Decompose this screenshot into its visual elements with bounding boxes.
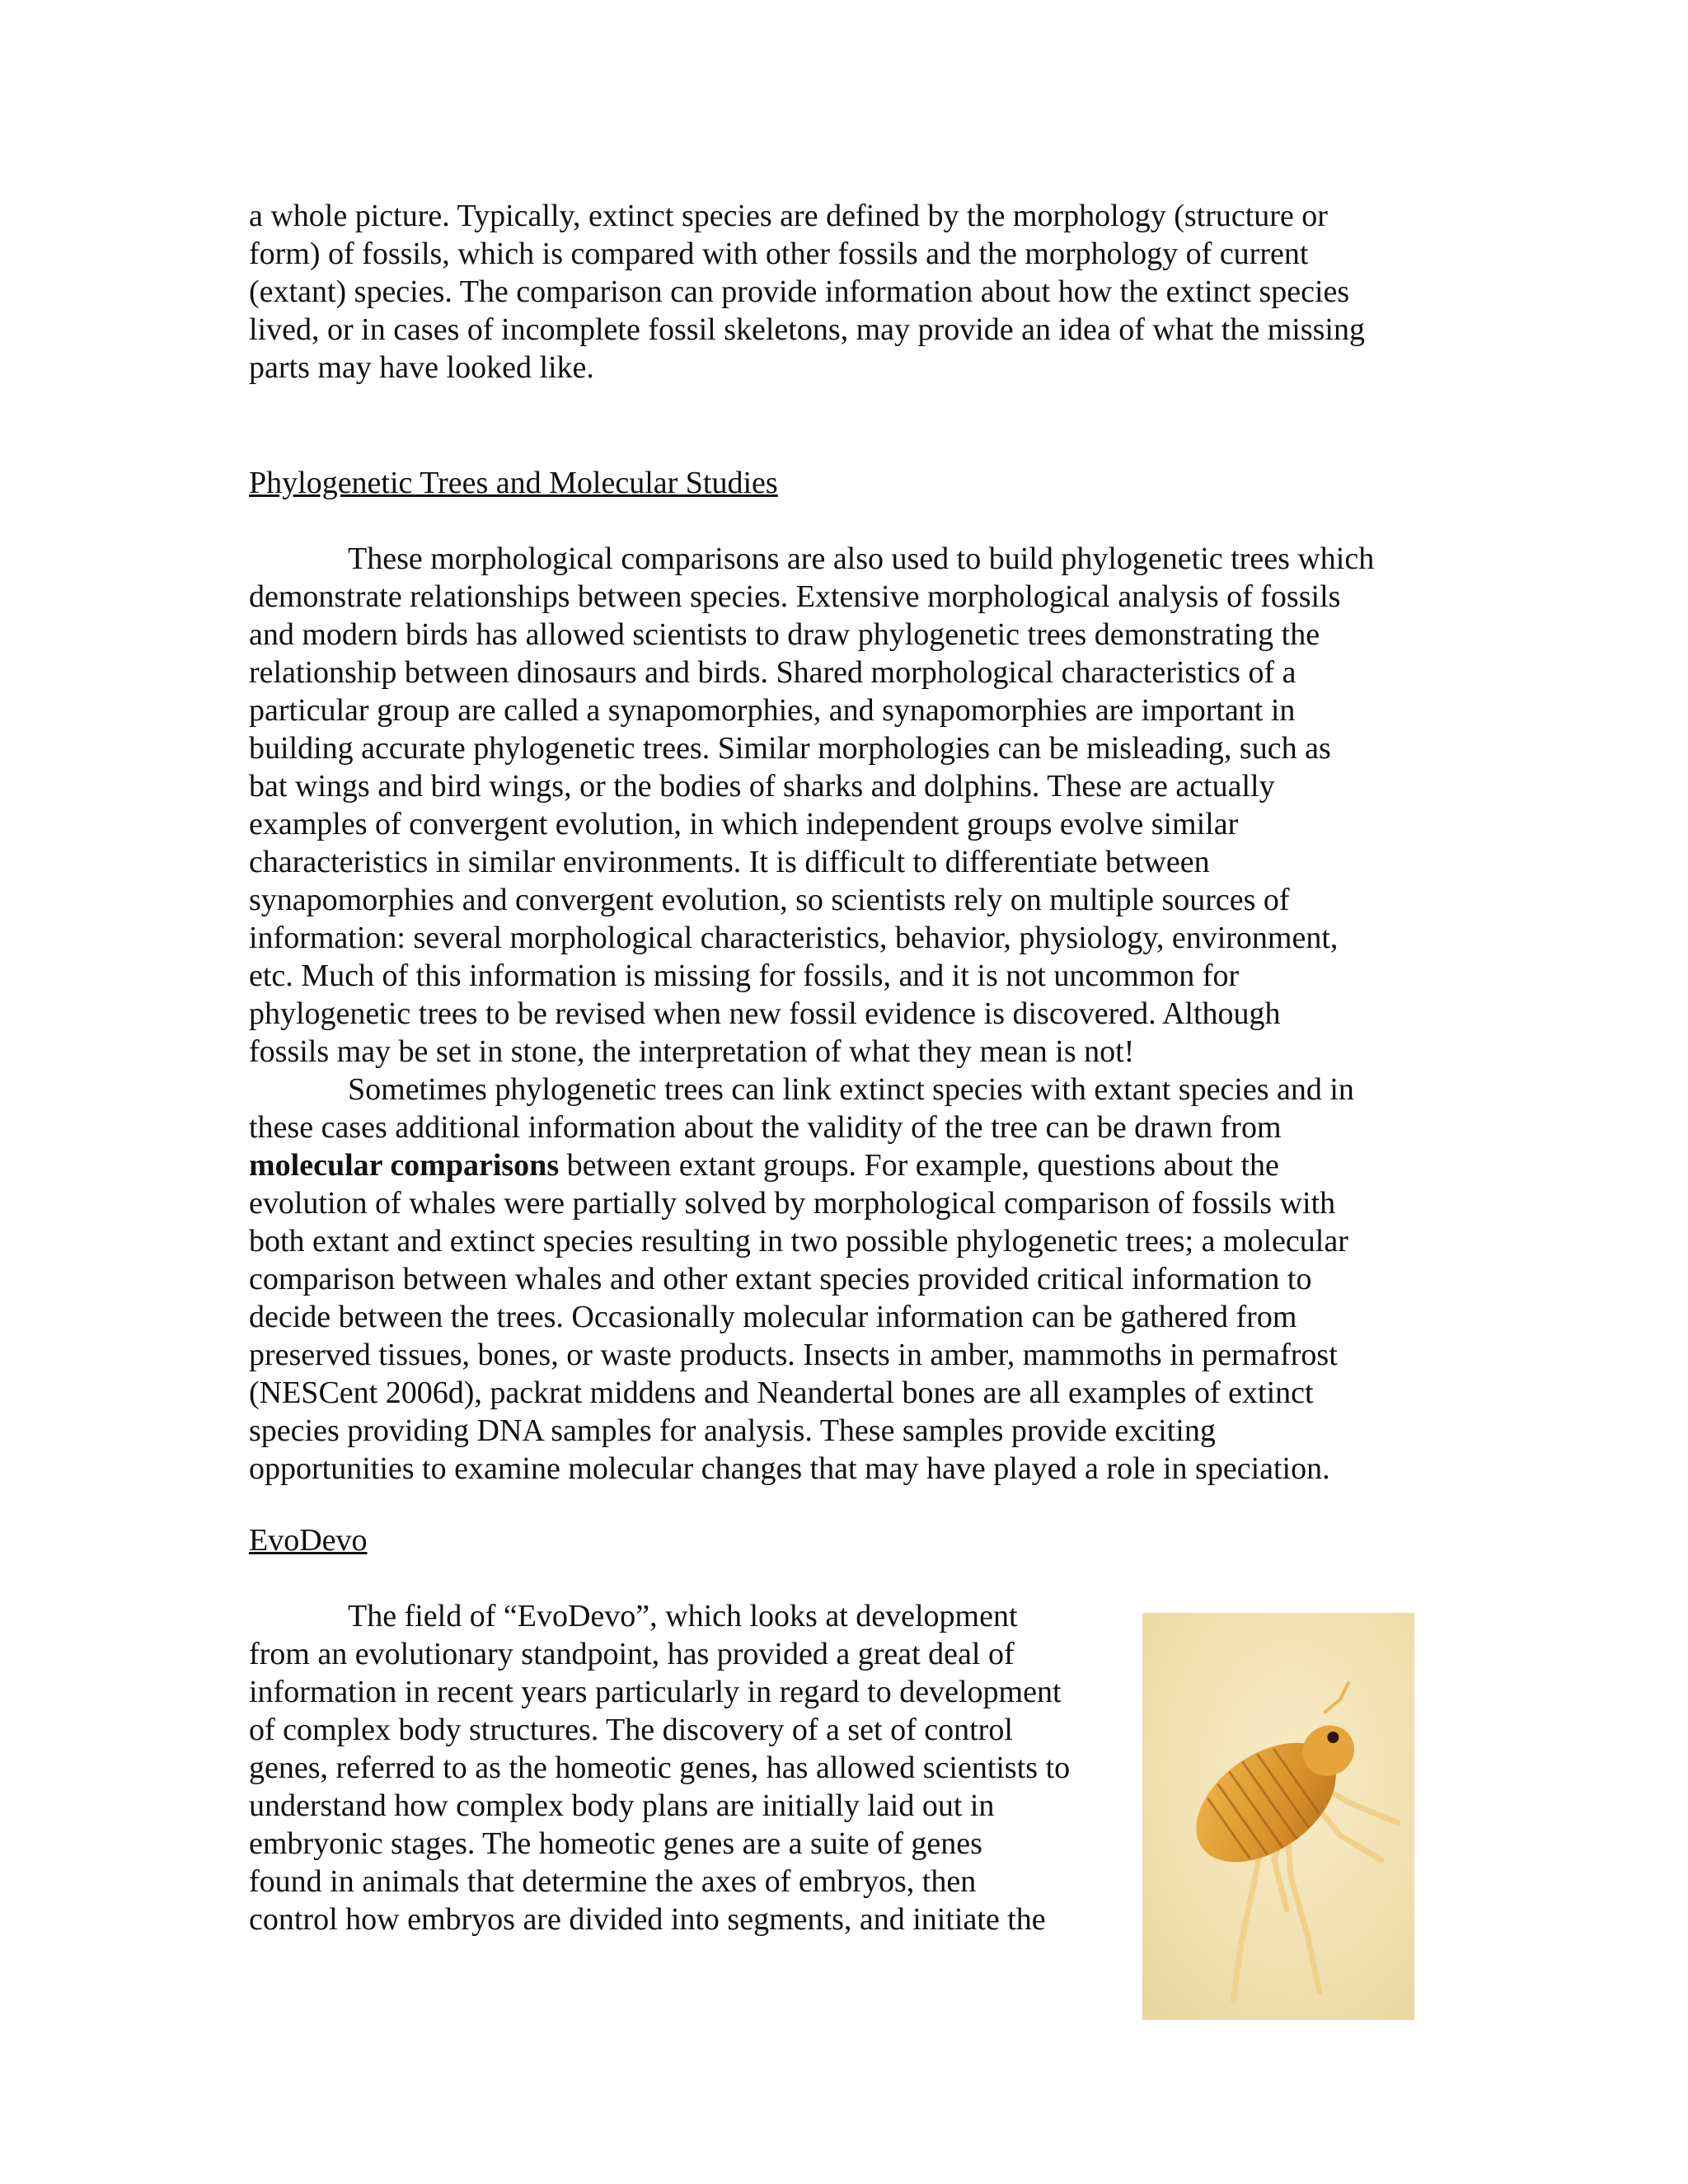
flea-photo-icon bbox=[1142, 1613, 1414, 2020]
bold-term: molecular comparisons bbox=[249, 1148, 560, 1183]
section-heading-phylogenetic: Phylogenetic Trees and Molecular Studies bbox=[249, 466, 778, 500]
text-line: particular group are called a synapomorphies, and synapomorphies are important in bbox=[249, 693, 1296, 728]
text-line: information: several morphological characteristics, behavior, physiology, environment, bbox=[249, 921, 1339, 955]
text-line: genes, referred to as the homeotic genes, has allowed scientists to bbox=[249, 1750, 1071, 1785]
text-fragment: between extant groups. For example, questions about the bbox=[559, 1148, 1279, 1183]
text-line: parts may have looked like. bbox=[249, 350, 594, 385]
intro-paragraph bbox=[249, 197, 1365, 387]
text-line: control how embryos are divided into segments, and initiate the bbox=[249, 1902, 1046, 1937]
text-line: of complex body structures. The discovery of a set of control bbox=[249, 1713, 1013, 1747]
text-line: These morphological comparisons are also used to build phylogenetic trees which bbox=[348, 541, 1375, 576]
text-line: opportunities to examine molecular changes that may have played a role in speciation. bbox=[249, 1451, 1330, 1486]
text-line: decide between the trees. Occasionally molecular information can be gathered from bbox=[249, 1300, 1297, 1334]
text-line: found in animals that determine the axes of embryos, then bbox=[249, 1864, 977, 1899]
text-line: characteristics in similar environments. It is difficult to differentiate between bbox=[249, 845, 1210, 879]
text-line: understand how complex body plans are initially laid out in bbox=[249, 1788, 995, 1823]
text-line: The field of “EvoDevo”, which looks at development bbox=[348, 1599, 1018, 1633]
phylogenetic-paragraph-1 bbox=[249, 540, 1374, 1488]
text-line: (extant) species. The comparison can provide information about how the extinct species bbox=[249, 274, 1350, 309]
text-line: fossils may be set in stone, the interpretation of what they mean is not! bbox=[249, 1034, 1135, 1069]
text-line: embryonic stages. The homeotic genes are a suite of genes bbox=[249, 1826, 982, 1861]
text-line: and modern birds has allowed scientists to draw phylogenetic trees demonstrating the bbox=[249, 617, 1320, 652]
text-line: a whole picture. Typically, extinct species are defined by the morphology (structure or bbox=[249, 199, 1328, 233]
section-heading-evodevo: EvoDevo bbox=[249, 1523, 368, 1558]
evodevo-paragraph bbox=[249, 1597, 1070, 1938]
text-line-with-bold bbox=[249, 1146, 1374, 1184]
text-line: both extant and extinct species resulting in two possible phylogenetic trees; a molecular bbox=[249, 1224, 1348, 1258]
text-line: building accurate phylogenetic trees. Similar morphologies can be misleading, such as bbox=[249, 731, 1331, 766]
text-line: demonstrate relationships between species. Extensive morphological analysis of fossils bbox=[249, 579, 1341, 614]
text-line: form) of fossils, which is compared with other fossils and the morphology of current bbox=[249, 237, 1309, 271]
text-line: Sometimes phylogenetic trees can link extinct species with extant species and in bbox=[348, 1072, 1354, 1107]
text-line: lived, or in cases of incomplete fossil skeletons, may provide an idea of what the missing bbox=[249, 312, 1365, 347]
text-line: information in recent years particularly in regard to development bbox=[249, 1675, 1062, 1709]
text-line: (NESCent 2006d), packrat middens and Neandertal bones are all examples of extinct bbox=[249, 1376, 1314, 1410]
text-line: synapomorphies and convergent evolution, so scientists rely on multiple sources of bbox=[249, 883, 1290, 917]
text-line: from an evolutionary standpoint, has provided a great deal of bbox=[249, 1637, 1015, 1671]
text-line: etc. Much of this information is missing for fossils, and it is not uncommon for bbox=[249, 958, 1240, 993]
text-line: evolution of whales were partially solved by morphological comparison of fossils with bbox=[249, 1186, 1336, 1221]
text-line: relationship between dinosaurs and birds. Shared morphological characteristics of a bbox=[249, 655, 1296, 690]
text-line: phylogenetic trees to be revised when new fossil evidence is discovered. Although bbox=[249, 996, 1281, 1031]
text-line: these cases additional information about the validity of the tree can be drawn from bbox=[249, 1110, 1282, 1145]
text-line: comparison between whales and other extant species provided critical information to bbox=[249, 1262, 1312, 1296]
text-line: bat wings and bird wings, or the bodies of sharks and dolphins. These are actually bbox=[249, 769, 1275, 804]
text-line: preserved tissues, bones, or waste products. Insects in amber, mammoths in permafrost bbox=[249, 1338, 1338, 1372]
insect-figure bbox=[1142, 1613, 1414, 2020]
text-line: examples of convergent evolution, in which independent groups evolve similar bbox=[249, 807, 1239, 841]
text-line: species providing DNA samples for analysis. These samples provide exciting bbox=[249, 1413, 1216, 1448]
